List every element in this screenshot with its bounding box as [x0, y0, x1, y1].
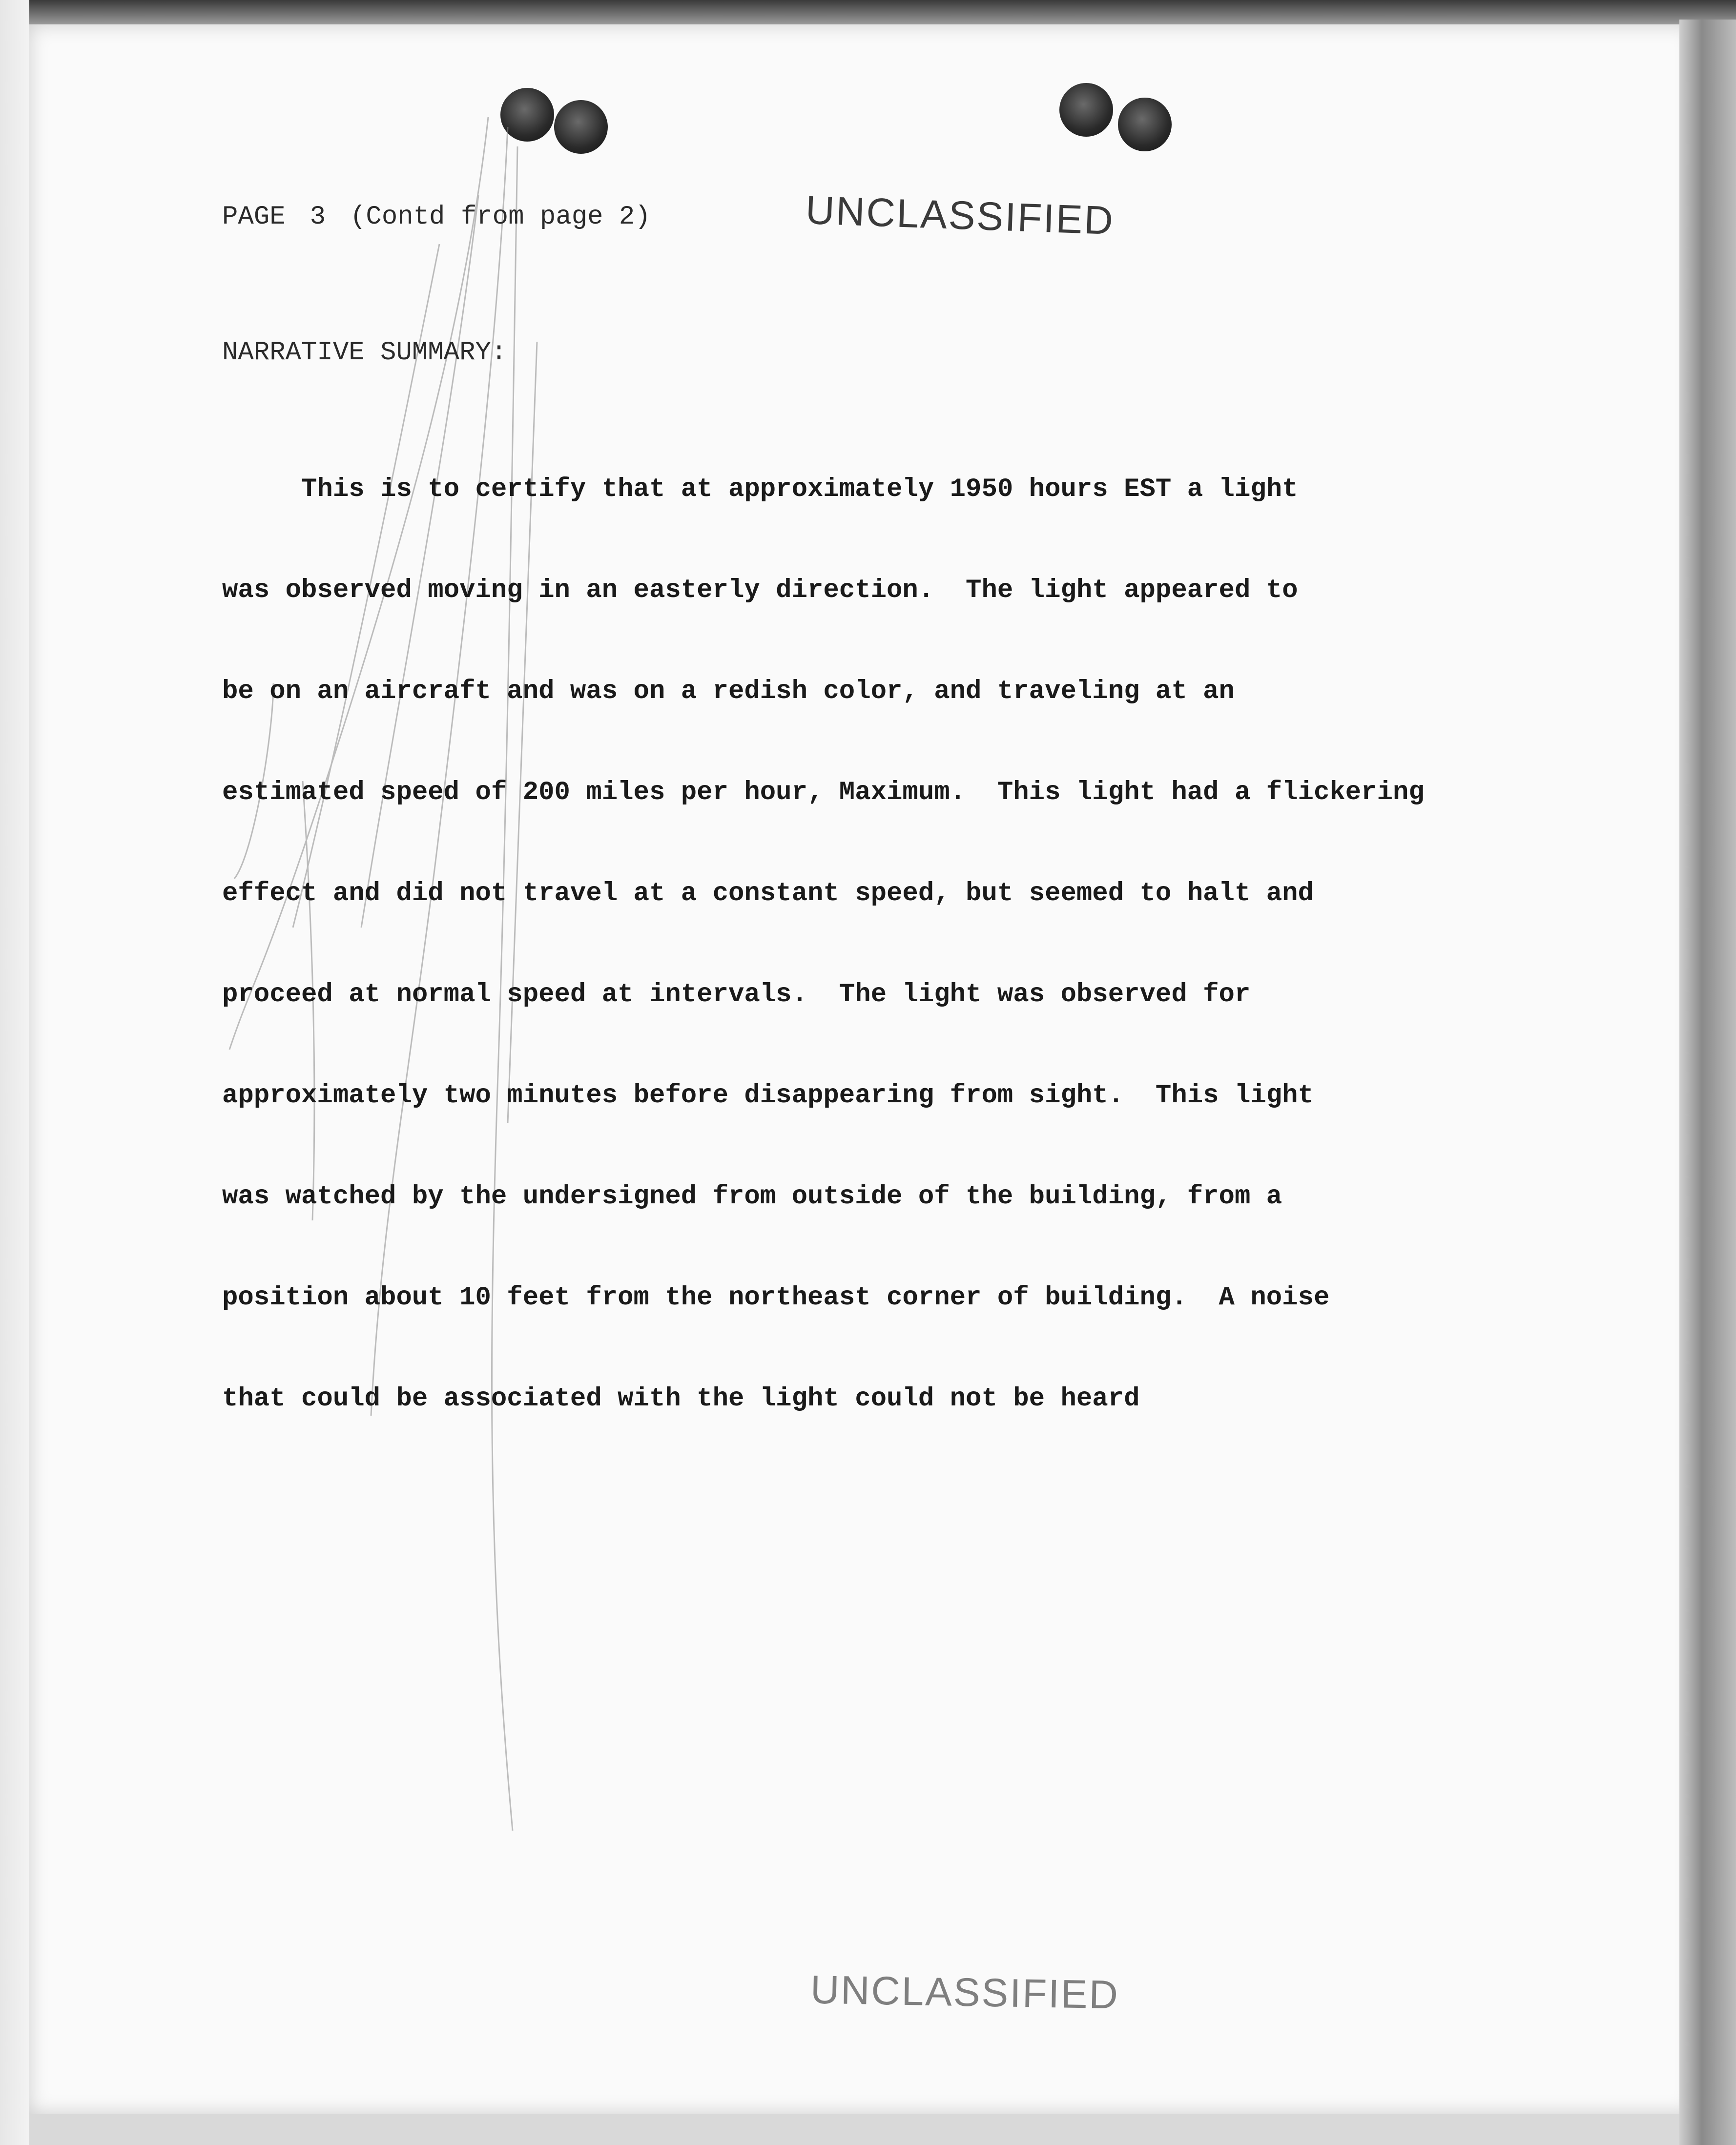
narrative-line: estimated speed of 200 miles per hour, Maximum. This light had a flickering — [222, 778, 1425, 807]
scan-right-edge — [1679, 20, 1736, 2145]
page-label: PAGE — [222, 202, 286, 232]
narrative-line: position about 10 feet from the northeast corner of building. A noise — [222, 1283, 1330, 1313]
narrative-line: that could be associated with the light could not be heard — [222, 1384, 1140, 1414]
punch-hole-icon — [1118, 98, 1172, 151]
scan-left-edge — [0, 0, 29, 2145]
page-reference — [222, 200, 675, 234]
narrative-body — [222, 405, 1425, 1449]
punch-hole-icon — [500, 88, 554, 142]
narrative-line: proceed at normal speed at intervals. The light was observed for — [222, 980, 1251, 1010]
punch-hole-icon — [554, 100, 608, 154]
scan-top-edge — [0, 0, 1736, 24]
punch-hole-icon — [1059, 83, 1113, 137]
narrative-line: approximately two minutes before disappearing from sight. This light — [222, 1081, 1314, 1111]
page-number: 3 — [310, 202, 326, 232]
classification-stamp-bottom: UNCLASSIFIED — [810, 1967, 1120, 2018]
continued-note: (Contd from page 2) — [350, 202, 651, 232]
narrative-line: This is to certify that at approximately 1950 hours EST a light — [222, 474, 1298, 504]
classification-stamp-top: UNCLASSIFIED — [805, 187, 1116, 244]
narrative-line: was watched by the undersigned from outside of the building, from a — [222, 1182, 1282, 1212]
narrative-line: was observed moving in an easterly direction. The light appeared to — [222, 576, 1298, 605]
narrative-line: effect and did not travel at a constant speed, but seemed to halt and — [222, 879, 1314, 908]
narrative-line: be on an aircraft and was on a redish color, and traveling at an — [222, 677, 1235, 706]
section-heading: NARRATIVE SUMMARY: — [222, 338, 507, 368]
